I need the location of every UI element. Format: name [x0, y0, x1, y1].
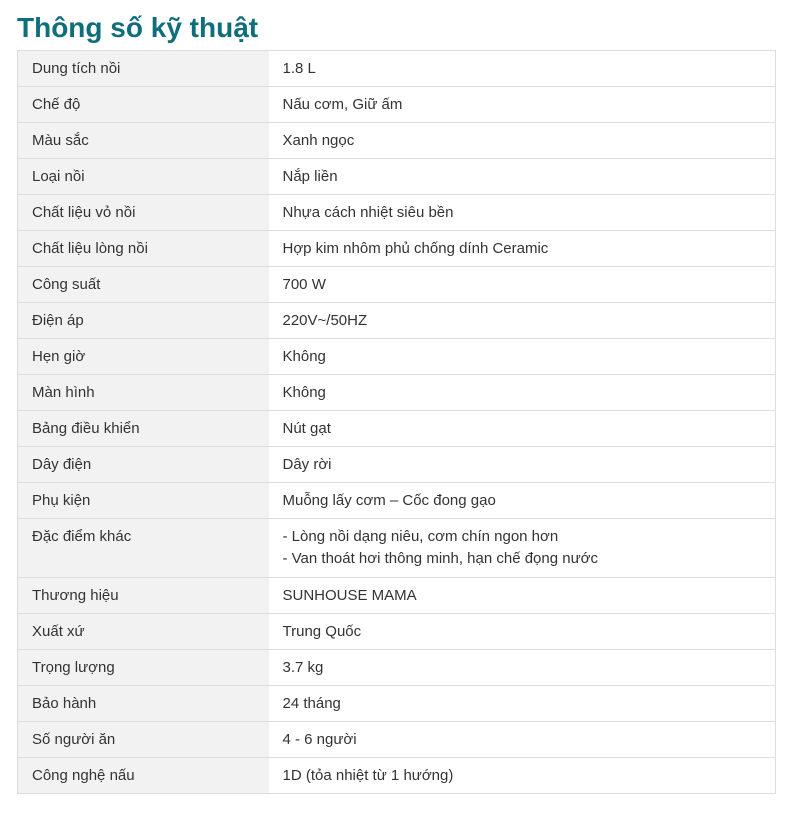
spec-label: Thương hiệu: [18, 578, 269, 614]
spec-value-line: Nút gạt: [282, 419, 331, 437]
spec-row: [18, 650, 776, 686]
spec-label: Công suất: [18, 267, 269, 303]
spec-label: Công nghệ nấu: [18, 758, 269, 794]
spec-label: Chất liệu vỏ nồi: [18, 195, 269, 231]
spec-value-line: 220V~/50HZ: [282, 311, 368, 329]
spec-value: [269, 650, 776, 686]
spec-value: [269, 303, 776, 339]
spec-row: [18, 123, 776, 159]
spec-label: Số người ăn: [18, 722, 269, 758]
spec-row: [18, 195, 776, 231]
spec-label: Dây điện: [18, 447, 269, 483]
spec-value: [269, 483, 776, 519]
spec-value-line: Nhựa cách nhiệt siêu bền: [282, 203, 454, 221]
spec-label: Màn hình: [18, 375, 269, 411]
spec-row: [18, 686, 776, 722]
spec-value-line: Xanh ngọc: [282, 131, 355, 149]
spec-row: [18, 447, 776, 483]
spec-label: Bảo hành: [18, 686, 269, 722]
spec-table-body: [18, 51, 776, 794]
spec-label: Xuất xứ: [18, 614, 269, 650]
spec-value-line: - Van thoát hơi thông minh, hạn chế đọng nước: [282, 550, 598, 567]
spec-value: [269, 375, 776, 411]
spec-value-line: - Lòng nồi dạng niêu, cơm chín ngon hơn: [282, 528, 559, 545]
spec-row: [18, 51, 776, 87]
spec-value: [269, 123, 776, 159]
spec-value: [269, 195, 776, 231]
page-title: Thông số kỹ thuật: [17, 12, 259, 43]
spec-value-line: 1D (tỏa nhiệt từ 1 hướng): [282, 766, 454, 784]
spec-value: [269, 411, 776, 447]
spec-value: [269, 758, 776, 794]
spec-row: [18, 722, 776, 758]
spec-row: [18, 614, 776, 650]
spec-row: [18, 411, 776, 447]
spec-value-line: Nấu cơm, Giữ ấm: [282, 95, 403, 113]
spec-value-line: Không: [282, 347, 326, 365]
spec-value: [269, 447, 776, 483]
spec-value-line: Nắp liền: [282, 167, 338, 185]
spec-label: Điện áp: [18, 303, 269, 339]
spec-row: [18, 303, 776, 339]
spec-label: Dung tích nồi: [18, 51, 269, 87]
spec-value: [269, 686, 776, 722]
spec-value: [269, 267, 776, 303]
spec-label: Đặc điểm khác: [18, 519, 269, 578]
spec-label: Hẹn giờ: [18, 339, 269, 375]
spec-label: Chế độ: [18, 87, 269, 123]
spec-row: [18, 87, 776, 123]
spec-value: [269, 87, 776, 123]
spec-value-line: Hợp kim nhôm phủ chống dính Ceramic: [282, 239, 549, 257]
spec-row: [18, 339, 776, 375]
spec-value: [269, 614, 776, 650]
spec-label: Phụ kiện: [18, 483, 269, 519]
spec-row: [18, 483, 776, 519]
spec-value-line: Dây rời: [282, 455, 332, 473]
spec-row: [18, 375, 776, 411]
spec-label: Trọng lượng: [18, 650, 269, 686]
spec-row: [18, 159, 776, 195]
spec-value-line: 3.7 kg: [282, 658, 324, 676]
spec-row: [18, 267, 776, 303]
spec-value: [269, 339, 776, 375]
spec-value: [269, 51, 776, 87]
spec-row: [18, 758, 776, 794]
spec-row: [18, 578, 776, 614]
spec-value-line: Không: [282, 383, 326, 401]
spec-value-line: Muỗng lấy cơm – Cốc đong gạo: [282, 491, 496, 509]
spec-label: Màu sắc: [18, 123, 269, 159]
spec-value: [269, 519, 776, 578]
spec-value-line: 24 tháng: [282, 694, 341, 712]
spec-table: [17, 50, 776, 794]
spec-value-line: 4 - 6 người: [282, 730, 357, 748]
spec-value: [269, 231, 776, 267]
spec-value: [269, 578, 776, 614]
spec-row: [18, 519, 776, 578]
spec-value-line: 700 W: [282, 275, 326, 293]
spec-value-line: SUNHOUSE MAMA: [282, 586, 417, 604]
spec-label: Loại nồi: [18, 159, 269, 195]
spec-value: [269, 159, 776, 195]
spec-label: Bảng điều khiển: [18, 411, 269, 447]
spec-value-line: 1.8 L: [282, 59, 316, 77]
spec-label: Chất liệu lòng nồi: [18, 231, 269, 267]
spec-value-line: Trung Quốc: [282, 622, 362, 640]
spec-row: [18, 231, 776, 267]
spec-value: [269, 722, 776, 758]
